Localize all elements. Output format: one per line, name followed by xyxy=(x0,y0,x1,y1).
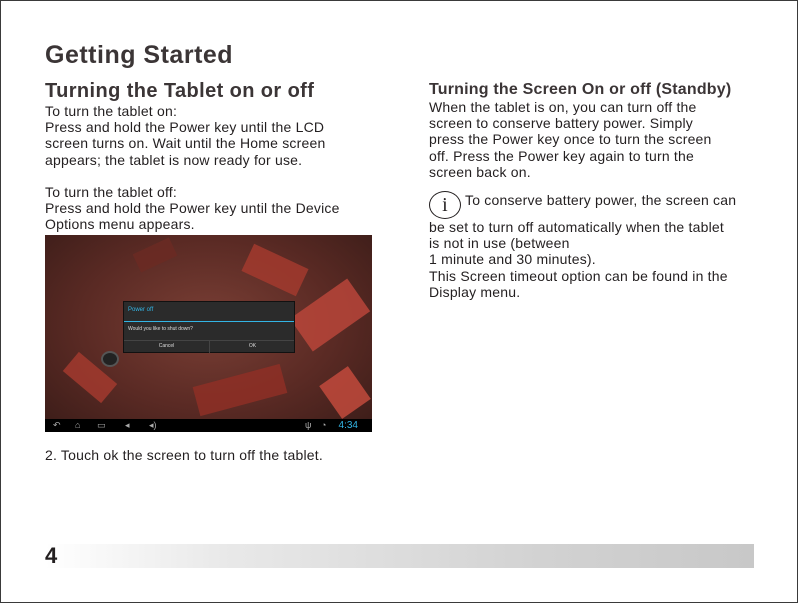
page-number: 4 xyxy=(45,543,58,568)
system-navbar xyxy=(45,419,372,432)
wifi-icon: ◔ xyxy=(321,420,327,430)
back-icon[interactable]: ↶ xyxy=(53,420,61,430)
right-heading: Turning the Screen On or off (Standby) xyxy=(429,81,732,98)
ok-button[interactable]: OK xyxy=(248,343,257,349)
left-heading: Turning the Tablet on or off xyxy=(45,80,315,102)
off-intro: To turn the tablet off: xyxy=(45,183,177,200)
cancel-button[interactable]: Cancel xyxy=(158,343,175,349)
dialog-title: Power off xyxy=(128,307,154,313)
info-note xyxy=(429,191,769,219)
left-column xyxy=(45,79,375,232)
volume-down-icon[interactable]: ◂ xyxy=(125,420,130,430)
on-intro: To turn the tablet on: xyxy=(45,103,178,119)
standby-instructions: When the tablet is on, you can turn off the screen to conserve battery power. Simply press the Power key once to turn the screen off. Press the Power key again to turn the screen back on. xyxy=(429,99,712,180)
info-text: be set to turn off automatically when the tablet is not in use (between 1 minute and 30 minutes). This Screen timeout option can be found in the Display menu. xyxy=(429,219,728,300)
page-title: Getting Started xyxy=(45,41,234,69)
power-off-dialog xyxy=(123,301,295,353)
volume-up-icon[interactable]: ◂) xyxy=(149,420,157,430)
off-instructions: Press and hold the Power key until the Device Options menu appears. xyxy=(45,200,340,233)
tablet-screenshot xyxy=(45,235,372,432)
footer-bar xyxy=(45,544,754,568)
caption: 2. Touch ok the screen to turn off the tablet. xyxy=(45,447,323,463)
camera-icon xyxy=(101,351,119,367)
dialog-message: Would you like to shut down? xyxy=(128,326,193,332)
recent-apps-icon[interactable]: ▭ xyxy=(97,420,106,430)
info-icon: i xyxy=(429,191,461,219)
info-first-line: To conserve battery power, the screen can xyxy=(465,192,737,209)
usb-icon: ψ xyxy=(305,420,312,430)
home-icon[interactable]: ⌂ xyxy=(75,420,81,430)
on-instructions: Press and hold the Power key until the LCD screen turns on. Wait until the Home screen appears; the tablet is now ready for use. xyxy=(45,119,326,168)
status-clock: 4:34 xyxy=(338,420,358,431)
right-column xyxy=(429,80,769,300)
